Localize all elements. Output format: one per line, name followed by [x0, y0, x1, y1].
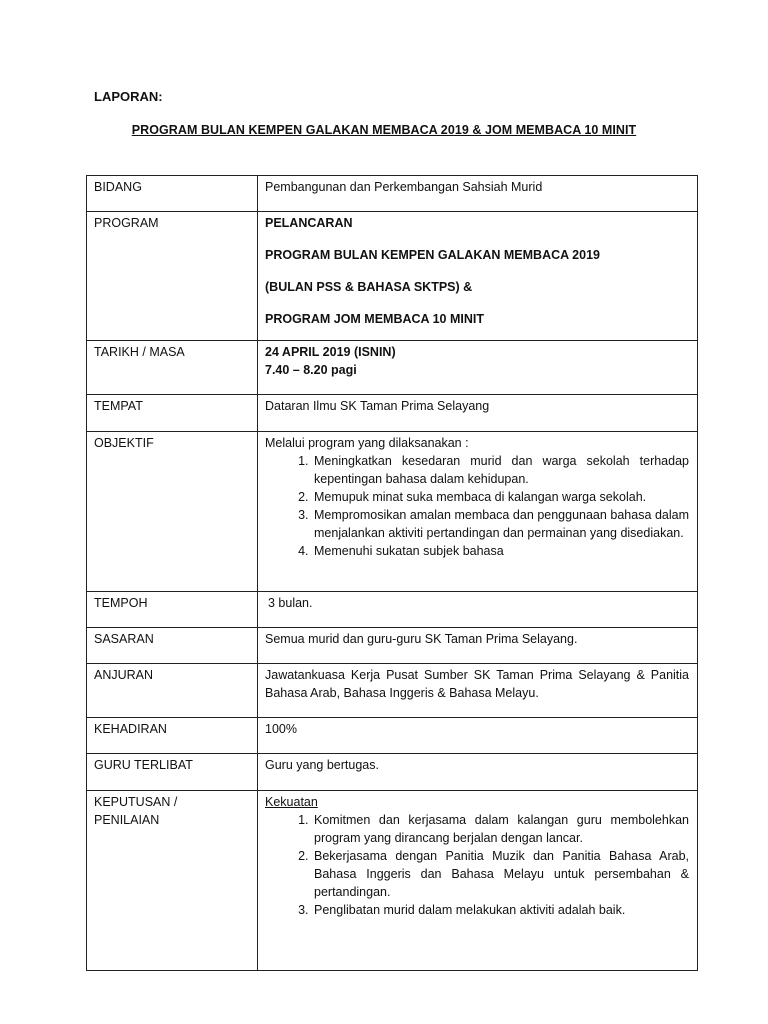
program-line-1: PELANCARAN [265, 216, 353, 230]
keputusan-label-line1: KEPUTUSAN / [94, 795, 178, 809]
row-guru [87, 754, 698, 791]
value-program [258, 212, 698, 341]
value-tempoh: 3 bulan. [258, 592, 698, 628]
label-program: PROGRAM [87, 212, 258, 341]
value-keputusan [258, 791, 698, 971]
list-item: 3. Mempromosikan amalan membaca dan penggunaan bahasa dalam menjalankan aktiviti pertandingan dan permainan yang disediakan. [312, 506, 689, 542]
label-sasaran: SASARAN [87, 628, 258, 664]
document-title: PROGRAM BULAN KEMPEN GALAKAN MEMBACA 2019 & JOM MEMBACA 10 MINIT [131, 123, 637, 137]
label-tempat: TEMPAT [87, 395, 258, 432]
program-line-4: PROGRAM JOM MEMBACA 10 MINIT [265, 312, 484, 326]
report-table [86, 175, 698, 971]
kekuatan-subheading: Kekuatan [265, 795, 318, 809]
row-tarikh [87, 341, 698, 395]
objektif-intro: Melalui program yang dilaksanakan : [265, 436, 469, 450]
value-anjuran: Jawatankuasa Kerja Pusat Sumber SK Taman Prima Selayang & Panitia Bahasa Arab, Bahasa Inggeris & Bahasa Melayu. [258, 664, 698, 718]
value-tarikh [258, 341, 698, 395]
value-tempat: Dataran Ilmu SK Taman Prima Selayang [258, 395, 698, 432]
list-item: 2. Bekerjasama dengan Panitia Muzik dan Panitia Bahasa Arab, Bahasa Inggeris dan Bahasa Melayu untuk persembahan & pertandingan. [312, 847, 689, 901]
row-sasaran [87, 628, 698, 664]
value-bidang: Pembangunan dan Perkembangan Sahsiah Murid [258, 176, 698, 212]
label-keputusan [87, 791, 258, 971]
label-kehadiran: KEHADIRAN [87, 718, 258, 754]
label-anjuran: ANJURAN [87, 664, 258, 718]
label-bidang: BIDANG [87, 176, 258, 212]
program-line-2: PROGRAM BULAN KEMPEN GALAKAN MEMBACA 2019 [265, 248, 600, 262]
value-kehadiran: 100% [258, 718, 698, 754]
row-keputusan [87, 791, 698, 971]
label-objektif: OBJEKTIF [87, 432, 258, 592]
kekuatan-list [265, 811, 689, 919]
list-item: 2. Memupuk minat suka membaca di kalangan warga sekolah. [312, 488, 689, 506]
list-item: 1. Komitmen dan kerjasama dalam kalangan guru membolehkan program yang dirancang berjalan dengan lancar. [312, 811, 689, 847]
row-program [87, 212, 698, 341]
report-label: LAPORAN: [94, 89, 163, 104]
objektif-list [265, 452, 689, 560]
keputusan-label-line2: PENILAIAN [94, 813, 160, 827]
list-item: 1. Meningkatkan kesedaran murid dan warga sekolah terhadap kepentingan bahasa dalam kehidupan. [312, 452, 689, 488]
row-objektif [87, 432, 698, 592]
list-item: 3. Penglibatan murid dalam melakukan aktiviti adalah baik. [312, 901, 689, 919]
label-tempoh: TEMPOH [87, 592, 258, 628]
value-sasaran: Semua murid dan guru-guru SK Taman Prima Selayang. [258, 628, 698, 664]
value-guru: Guru yang bertugas. [258, 754, 698, 791]
list-item: 4. Memenuhi sukatan subjek bahasa [312, 542, 689, 560]
program-line-3: (BULAN PSS & BAHASA SKTPS) & [265, 280, 473, 294]
label-tarikh: TARIKH / MASA [87, 341, 258, 395]
row-anjuran [87, 664, 698, 718]
row-kehadiran [87, 718, 698, 754]
row-tempoh [87, 592, 698, 628]
value-objektif [258, 432, 698, 592]
row-tempat [87, 395, 698, 432]
tarikh-time: 7.40 – 8.20 pagi [265, 363, 357, 377]
tarikh-date: 24 APRIL 2019 (ISNIN) [265, 345, 396, 359]
label-guru: GURU TERLIBAT [87, 754, 258, 791]
row-bidang [87, 176, 698, 212]
